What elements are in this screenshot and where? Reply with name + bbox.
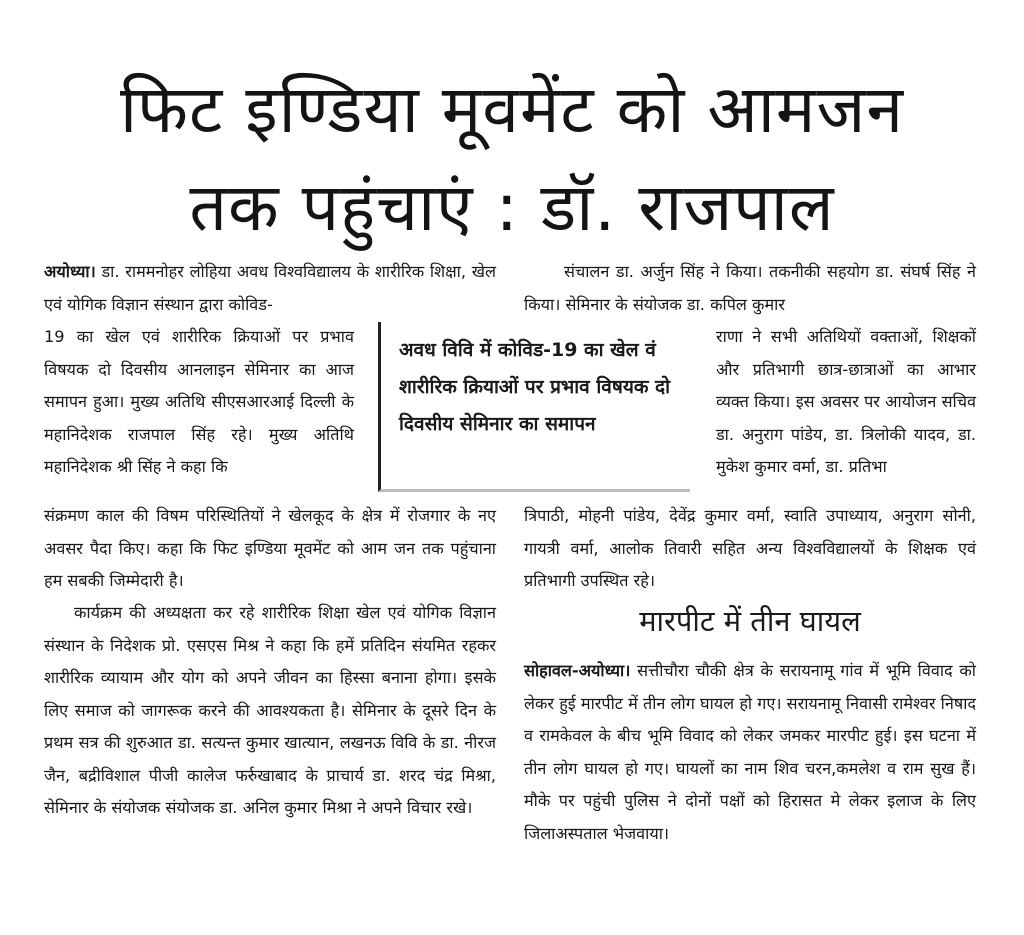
article-para1-top bbox=[44, 256, 496, 321]
pull-quote-text: अवध विवि में कोविड-19 का खेल वं शारीरिक क्रियाओं पर प्रभाव विषयक दो दिवसीय सेमिनार का समापन bbox=[399, 339, 671, 435]
pull-quote-box bbox=[378, 322, 690, 492]
article-para2: कार्यक्रम की अध्यक्षता कर रहे शारीरिक शिक्षा खेल एवं योगिक विज्ञान संस्थान के निदेशक प्रो. एसएस मिश्र ने कहा कि हमें प्रतिदिन संयमित रहकर शारीरिक व्यायाम और योग को अपने जीवन का हिस्सा बनाना होगा। इसके लिए समाज को जागरूक करने की आवश्यकता है। सेमिनार के दूसरे दिन के प्रथम सत्र की शुरुआत डा. सत्यन्त कुमार खात्यान, लखनऊ विवि के डा. नीरज जैन, बद्रीविशाल पीजी कालेज फर्रुखाबाद के प्राचार्य डा. शरद चंद्र मिश्रा, सेमिनार के संयोजक संयोजक डा. अनिल कुमार मिश्रा ने अपने विचार रखे। bbox=[44, 603, 496, 817]
second-story-body bbox=[524, 655, 976, 850]
article-col2-top: संचालन डा. अर्जुन सिंह ने किया। तकनीकी सहयोग डा. संघर्ष सिंह ने किया। सेमिनार के संयोजक डा. कपिल कुमार bbox=[524, 262, 976, 314]
second-story-title: मारपीट में तीन घायल bbox=[639, 604, 861, 638]
headline-line-1: फिट इण्डिया मूवमेंट को आमजन bbox=[120, 71, 904, 148]
article-para1-mid: 19 का खेल एवं शारीरिक क्रियाओं पर प्रभाव विषयक दो दिवसीय आनलाइन सेमिनार का आज समापन हुआ। मुख्य अतिथि सीएसआरआई दिल्ली के महानिदेशक राजपाल सिंह रहे। मुख्य अतिथि महानिदेशक श्री सिंह ने कहा कि bbox=[44, 327, 354, 476]
article-col2-mid: राणा ने सभी अतिथियों वक्ताओं, शिक्षकों और प्रतिभागी छात्र-छात्राओं का आभार व्यक्त किया। इस अवसर पर आयोजन सचिव डा. अनुराग पांडेय, डा. त्रिलोकी यादव, डा. मुकेश कुमार वर्मा, डा. प्रतिभा bbox=[716, 327, 976, 476]
headline-line-2: तक पहुंचाएं : डॉ. राजपाल bbox=[189, 169, 835, 246]
article-dateline: अयोध्या। bbox=[44, 262, 96, 281]
article-para1-bottom: संक्रमण काल की विषम परिस्थितियों ने खेलकूद के क्षेत्र में रोजगार के नए अवसर पैदा किए। कहा कि फिट इण्डिया मूवमेंट को आम जन तक पहुंचाना हम सबकी जिम्मेदारी है। bbox=[44, 506, 496, 590]
second-story-text: सत्तीचौरा चौकी क्षेत्र के सरायनामू गांव में भूमि विवाद को लेकर हुई मारपीट में तीन लोग घायल हो गए। सरायनामू निवासी रामेश्वर निषाद व रामकेवल के बीच भूमि विवाद को लेकर जमकर मारपीट हुई। इस घटना में तीन लोग घायल हो गए। घायलों का नाम शिव चरन,कमलेश व राम सुख हैं। मौके पर पहुंची पुलिस ने दोनों पक्षों को हिरासत मे लेकर इलाज के लिए जिलाअस्पताल भेजवाया। bbox=[524, 661, 976, 843]
article-para1-top-text: डा. राममनोहर लोहिया अवध विश्वविद्यालय के शारीरिक शिक्षा, खेल एवं योगिक विज्ञान संस्थान द्वारा कोविड- bbox=[44, 262, 496, 314]
second-story-dateline: सोहावल-अयोध्या। bbox=[524, 661, 631, 680]
article-col2-bottom: त्रिपाठी, मोहनी पांडेय, देवेंद्र कुमार वर्मा, स्वाति उपाध्याय, अनुराग सोनी, गायत्री वर्मा, आलोक तिवारी सहित अन्य विश्वविद्यालयों के शिक्षक एवं प्रतिभागी उपस्थित रहे। bbox=[524, 506, 976, 590]
